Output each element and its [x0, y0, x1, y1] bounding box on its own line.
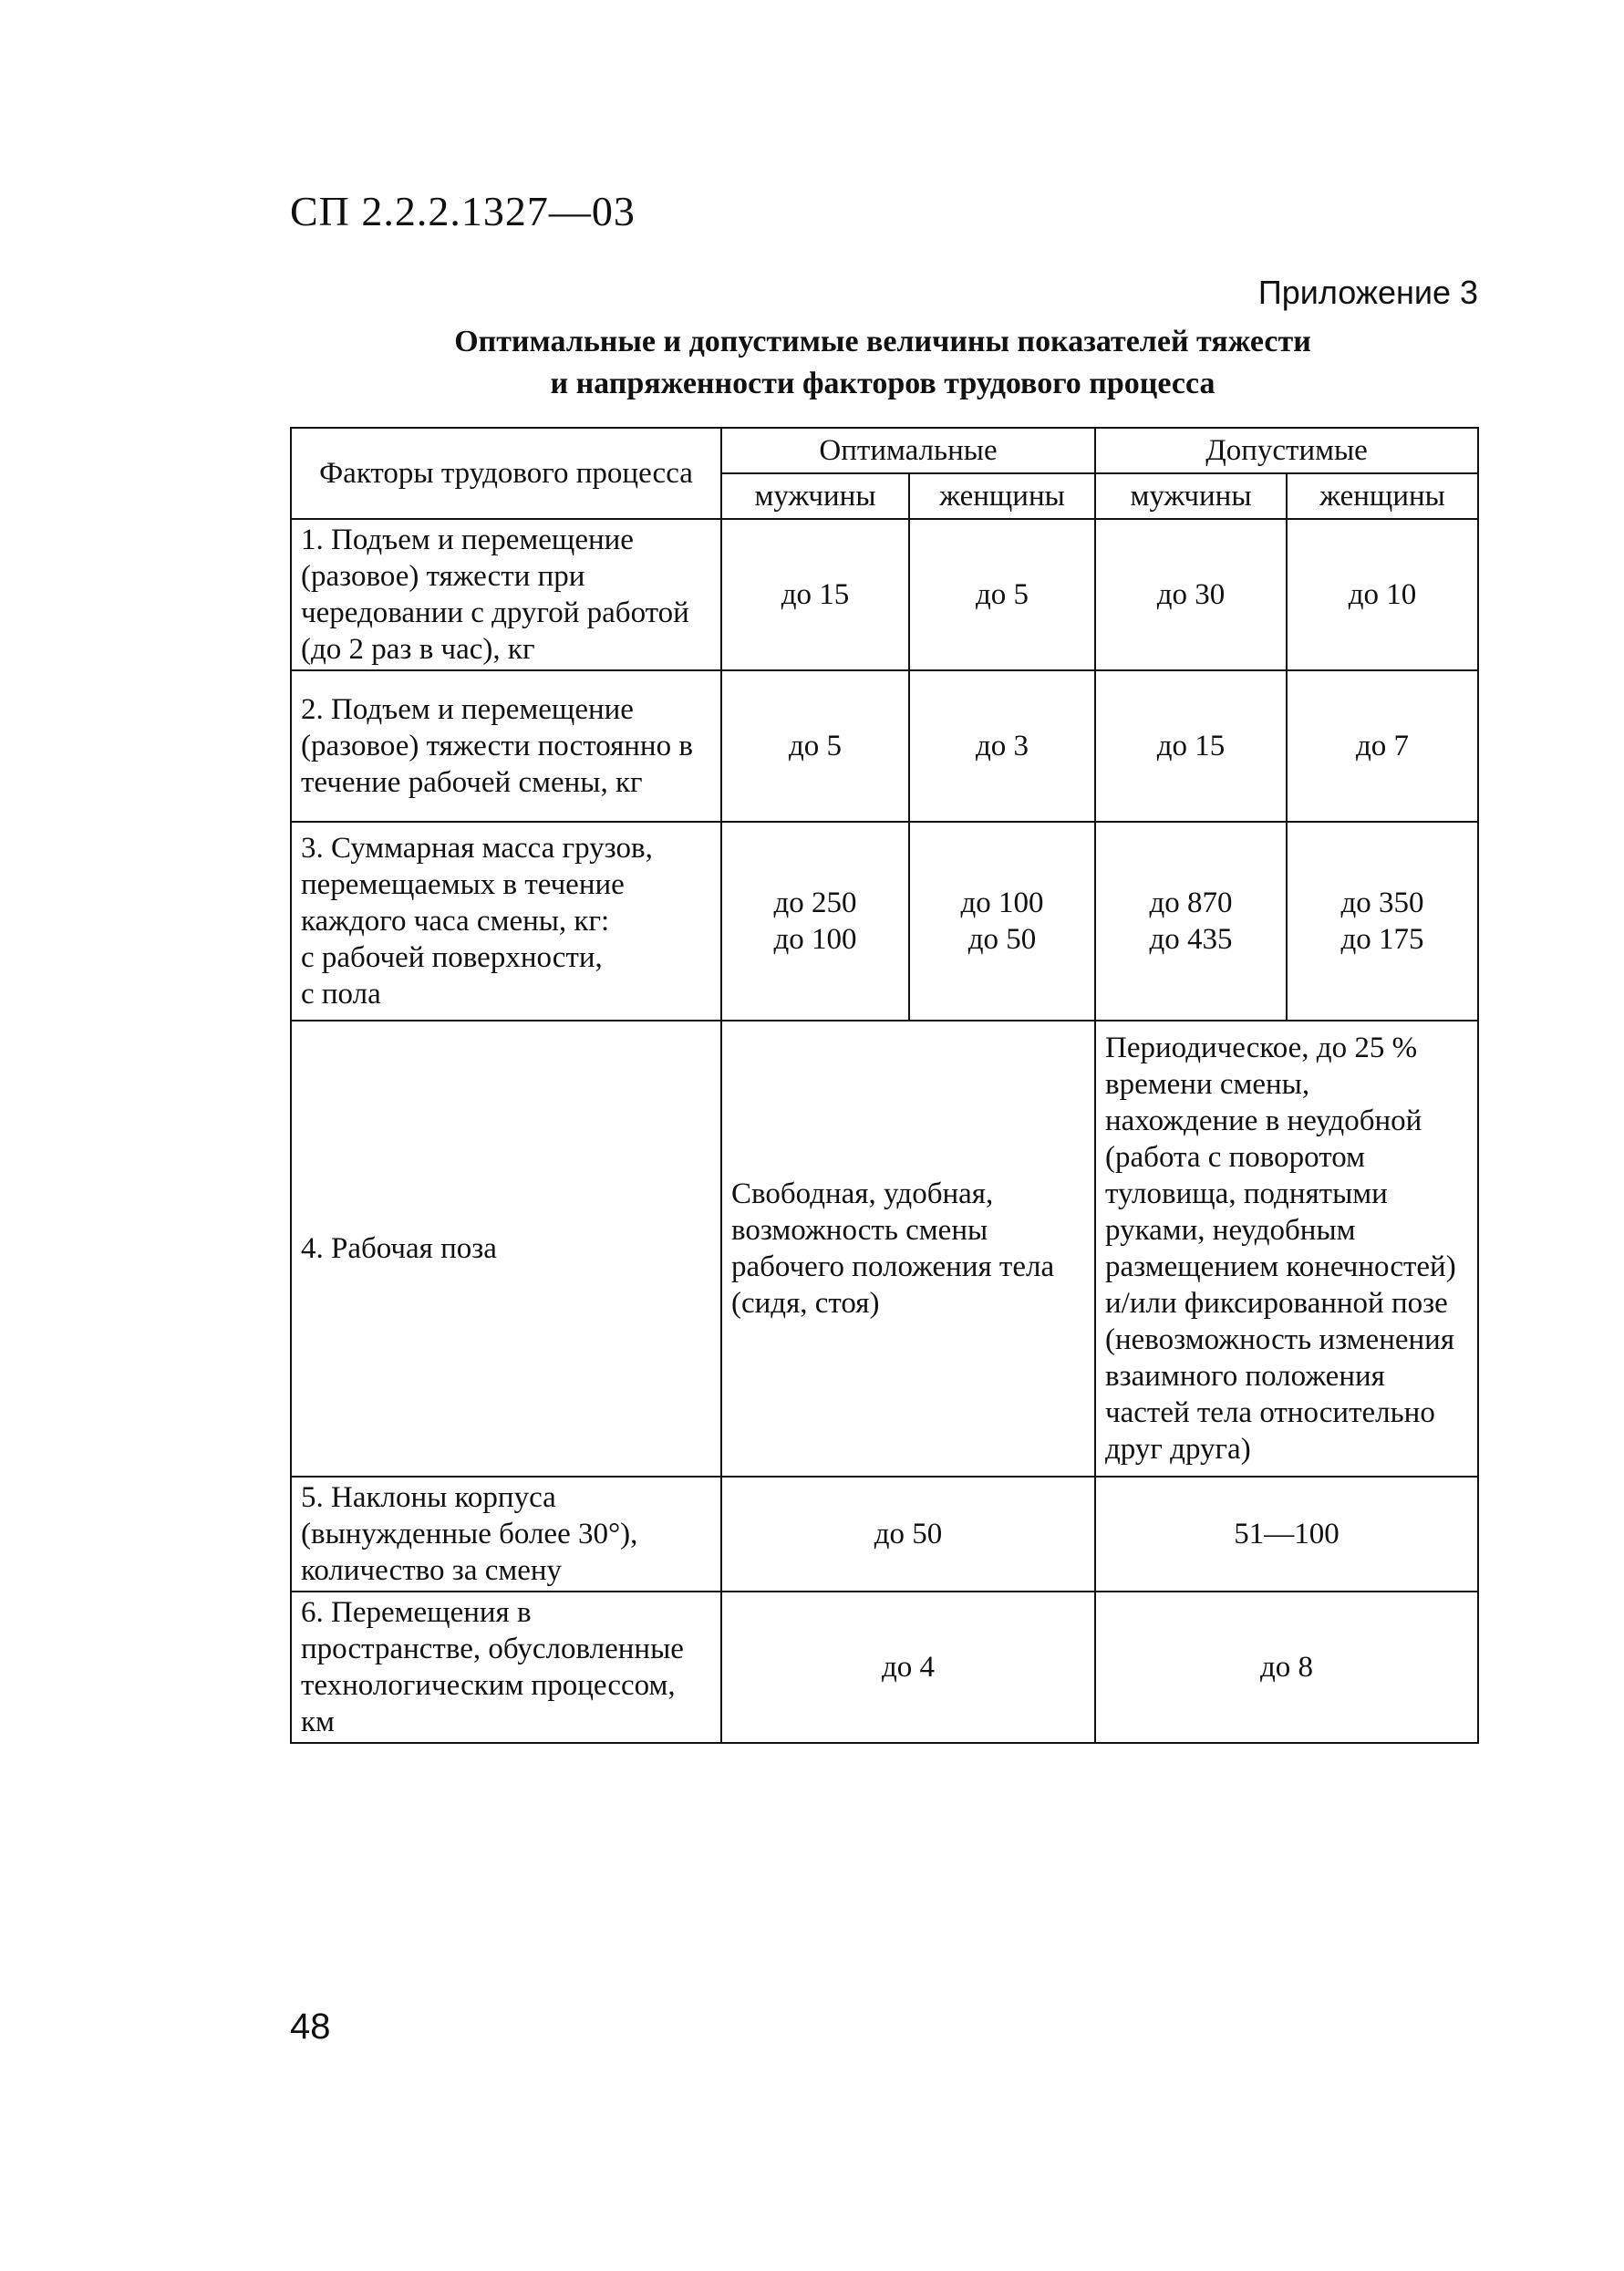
table-row	[291, 670, 1478, 822]
row-3-allowed-women-floor: до 175	[1340, 923, 1424, 956]
table-title-line-2: и напряженности факторов трудового процесса	[550, 367, 1215, 400]
row-6-allowed: до 8	[1095, 1592, 1478, 1743]
row-6-optimal: до 4	[721, 1592, 1095, 1743]
row-3-allowed-women	[1287, 822, 1478, 1021]
row-2-factor: 2. Подъем и перемещение (разовое) тяжести постоянно в течение рабочей смены, кг	[291, 670, 721, 822]
header-optimal-men: мужчины	[721, 473, 909, 519]
row-3-optimal-men-surface: до 250	[773, 887, 857, 919]
row-1-optimal-women: до 5	[909, 519, 1095, 670]
row-3-factor-text: 3. Суммарная масса грузов, перемещаемых в течение каждого часа смены, кг:	[301, 832, 653, 938]
row-2-optimal-women: до 3	[909, 670, 1095, 822]
table-row	[291, 1021, 1478, 1477]
norms-table	[290, 427, 1479, 1744]
row-5-optimal: до 50	[721, 1477, 1095, 1592]
row-3-allowed-women-surface: до 350	[1340, 887, 1424, 919]
header-allowed-men: мужчины	[1095, 473, 1287, 519]
header-optimal: Оптимальные	[721, 428, 1095, 473]
row-6-factor: 6. Перемещения в пространстве, обусловленные технологическим процессом, км	[291, 1592, 721, 1743]
table-header-row	[291, 428, 1478, 473]
row-3-allowed-men	[1095, 822, 1287, 1021]
document-code: СП 2.2.2.1327—03	[290, 188, 636, 234]
header-allowed-women: женщины	[1287, 473, 1478, 519]
row-3-optimal-women	[909, 822, 1095, 1021]
table-row	[291, 822, 1478, 1021]
row-3-allowed-men-surface: до 870	[1149, 887, 1233, 919]
row-3-sub-surface: с рабочей поверхности,	[301, 941, 603, 974]
row-3-optimal-women-surface: до 100	[960, 887, 1044, 919]
page-number: 48	[290, 2007, 331, 2047]
row-5-factor: 5. Наклоны корпуса (вынужденные более 30°), количество за смену	[291, 1477, 721, 1592]
row-2-allowed-men: до 15	[1095, 670, 1287, 822]
table-title-line-1: Оптимальные и допустимые величины показателей тяжести	[454, 325, 1311, 358]
appendix-label: Приложение 3	[1257, 274, 1478, 311]
row-5-allowed: 51—100	[1095, 1477, 1478, 1592]
row-4-factor: 4. Рабочая поза	[291, 1021, 721, 1477]
row-1-allowed-men: до 30	[1095, 519, 1287, 670]
header-optimal-women: женщины	[909, 473, 1095, 519]
table-title	[290, 321, 1475, 405]
row-1-factor: 1. Подъем и перемещение (разовое) тяжести при чередовании с другой работой (до 2 раз в час), кг	[291, 519, 721, 670]
row-1-optimal-men: до 15	[721, 519, 909, 670]
row-3-factor	[291, 822, 721, 1021]
row-3-allowed-men-floor: до 435	[1149, 923, 1233, 956]
row-4-optimal: Свободная, удобная, возможность смены рабочего положения тела (сидя, стоя)	[721, 1021, 1095, 1477]
row-3-optimal-men	[721, 822, 909, 1021]
header-factors: Факторы трудового процесса	[291, 428, 721, 519]
table-row	[291, 1592, 1478, 1743]
row-2-allowed-women: до 7	[1287, 670, 1478, 822]
row-3-optimal-women-floor: до 50	[967, 923, 1037, 956]
row-2-optimal-men: до 5	[721, 670, 909, 822]
row-1-allowed-women: до 10	[1287, 519, 1478, 670]
table-row	[291, 519, 1478, 670]
row-4-allowed: Периодическое, до 25 % времени смены, нахождение в неудобной (работа с поворотом туловища, поднятыми руками, неудобным размещением конечностей) и/или фиксированной позе (невозможность изменения взаимного положения частей тела относительно друг друга)	[1095, 1021, 1478, 1477]
table-row	[291, 1477, 1478, 1592]
row-3-sub-floor: с пола	[301, 978, 381, 1011]
row-3-optimal-men-floor: до 100	[773, 923, 857, 956]
header-allowed: Допустимые	[1095, 428, 1478, 473]
